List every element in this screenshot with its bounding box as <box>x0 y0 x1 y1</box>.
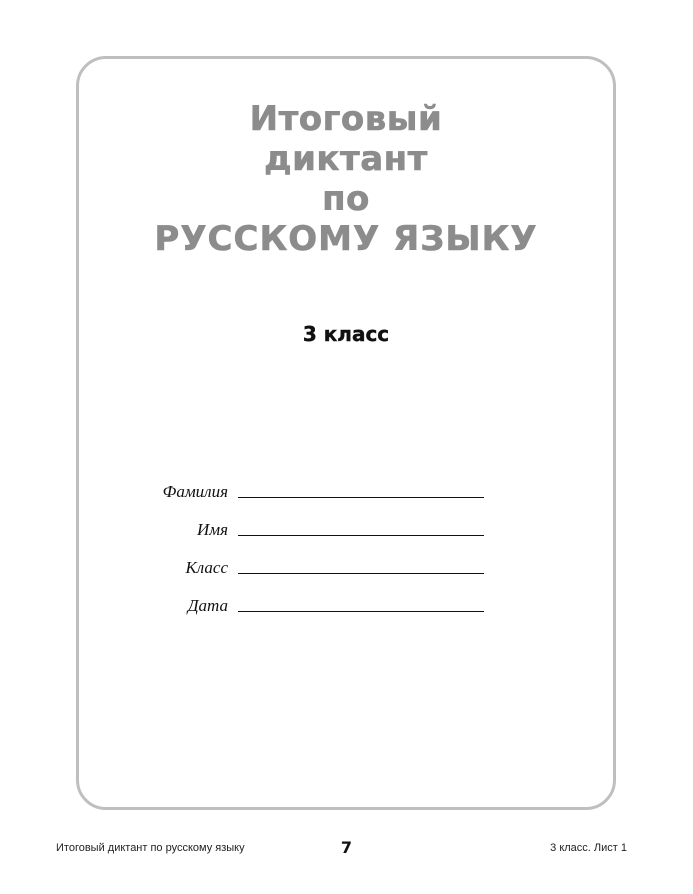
surname-label: Фамилия <box>162 482 228 501</box>
title-line-4: РУССКОМУ ЯЗЫКУ <box>154 219 538 259</box>
grade-label: 3 класс <box>302 322 390 346</box>
page-title <box>76 99 616 262</box>
surname-line[interactable] <box>238 497 484 498</box>
class-field[interactable] <box>76 550 616 580</box>
title-line-2: диктант <box>264 139 428 179</box>
date-field[interactable] <box>76 588 616 618</box>
name-label: Имя <box>196 520 228 539</box>
page-number: 7 <box>340 838 353 857</box>
surname-field[interactable] <box>76 474 616 504</box>
class-label: Класс <box>185 558 228 577</box>
name-field[interactable] <box>76 512 616 542</box>
name-line[interactable] <box>238 535 484 536</box>
date-label: Дата <box>187 596 228 615</box>
date-line[interactable] <box>238 611 484 612</box>
title-line-1: Итоговый <box>249 99 443 139</box>
title-line-3: по <box>322 179 370 219</box>
footer-sheet: 3 класс. Лист 1 <box>550 842 627 854</box>
class-line[interactable] <box>238 573 484 574</box>
footer-title: Итоговый диктант по русскому языку <box>56 842 245 854</box>
